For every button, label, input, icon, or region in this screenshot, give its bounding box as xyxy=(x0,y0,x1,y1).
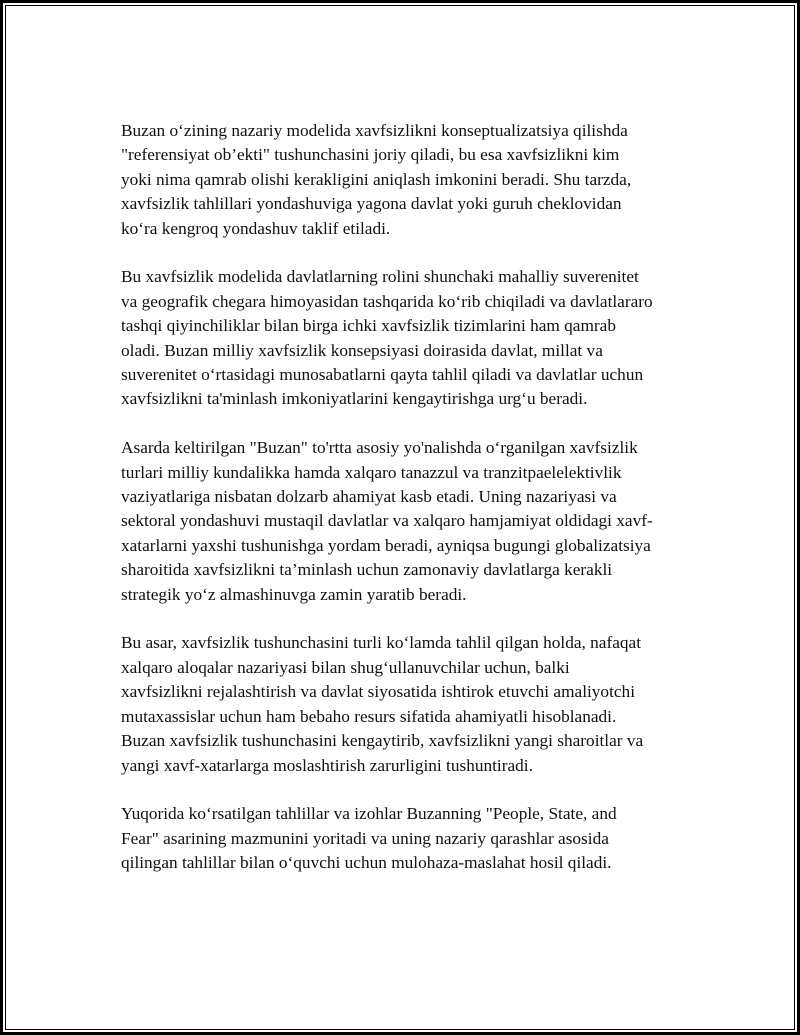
paragraph-2 xyxy=(121,265,691,411)
text-line: Bu asar, xavfsizlik tushunchasini turli ko‘lamda tahlil qilgan holda, nafaqat xyxy=(121,633,642,653)
paragraph-5 xyxy=(121,802,691,875)
text-line: strategik yo‘z almashinuvga zamin yaratib beradi. xyxy=(121,584,467,604)
text-line: xalqaro aloqalar nazariyasi bilan shug‘ullanuvchilar uchun, balki xyxy=(121,657,570,677)
text-line: yoki nima qamrab olishi kerakligini aniqlash imkonini beradi. Shu tarzda, xyxy=(121,169,632,189)
text-line: xavfsizlikni ta'minlash imkoniyatlarini kengaytirishga urg‘u beradi. xyxy=(121,389,588,409)
text-line: turlari milliy kundalikka hamda xalqaro tanazzul va tranzitpaelelektivlik xyxy=(121,462,622,482)
paragraph-1 xyxy=(121,119,691,241)
text-line: mutaxassislar uchun ham bebaho resurs sifatida ahamiyatli hisoblanadi. xyxy=(121,706,617,726)
text-line: qilingan tahlillar bilan o‘quvchi uchun mulohaza-maslahat hosil qiladi. xyxy=(121,853,612,873)
paragraph-4 xyxy=(121,631,691,777)
text-line: suverenitet o‘rtasidagi munosabatlarni qayta tahlil qiladi va davlatlar uchun xyxy=(121,365,644,385)
text-line: Asarda keltirilgan "Buzan" to'rtta asosiy yo'nalishda o‘rganilgan xavfsizlik xyxy=(121,438,638,458)
paragraph-3 xyxy=(121,436,691,607)
text-line: Buzan xavfsizlik tushunchasini kengaytirib, xavfsizlikni yangi sharoitlar va xyxy=(121,731,644,751)
text-line: ko‘ra kengroq yondashuv taklif etiladi. xyxy=(121,218,391,238)
text-line: Fear" asarining mazmunini yoritadi va uning nazariy qarashlar asosida xyxy=(121,828,609,848)
text-line: yangi xavf-xatarlarga moslashtirish zarurligini tushuntiradi. xyxy=(121,755,533,775)
text-line: tashqi qiyinchiliklar bilan birga ichki xavfsizlik tizimlarini ham qamrab xyxy=(121,316,616,336)
text-line: va geografik chegara himoyasidan tashqarida ko‘rib chiqiladi va davlatlararo xyxy=(121,291,653,311)
text-line: sektoral yondashuvi mustaqil davlatlar va xalqaro hamjamiyat oldidagi xavf- xyxy=(121,511,653,531)
document-body xyxy=(121,119,691,900)
text-line: sharoitida xavfsizlikni ta’minlash uchun zamonaviy davlatlarga kerakli xyxy=(121,560,613,580)
text-line: oladi. Buzan milliy xavfsizlik konsepsiyasi doirasida davlat, millat va xyxy=(121,340,603,360)
text-line: "referensiyat ob’ekti" tushunchasini joriy qiladi, bu esa xavfsizlikni kim xyxy=(121,145,620,165)
text-line: xavfsizlikni rejalashtirish va davlat siyosatida ishtirok etuvchi amaliyotchi xyxy=(121,682,635,702)
text-line: Yuqorida ko‘rsatilgan tahlillar va izohlar Buzanning "People, State, and xyxy=(121,804,617,824)
text-line: vaziyatlariga nisbatan dolzarb ahamiyat kasb etadi. Uning nazariyasi va xyxy=(121,487,617,507)
text-line: xatarlarni yaxshi tushunishga yordam beradi, ayniqsa bugungi globalizatsiya xyxy=(121,535,651,555)
text-line: Bu xavfsizlik modelida davlatlarning rolini shunchaki mahalliy suverenitet xyxy=(121,267,639,287)
text-line: xavfsizlik tahlillari yondashuviga yagona davlat yoki guruh cheklovidan xyxy=(121,194,622,214)
text-line: Buzan o‘zining nazariy modelida xavfsizlikni konseptualizatsiya qilishda xyxy=(121,121,628,140)
